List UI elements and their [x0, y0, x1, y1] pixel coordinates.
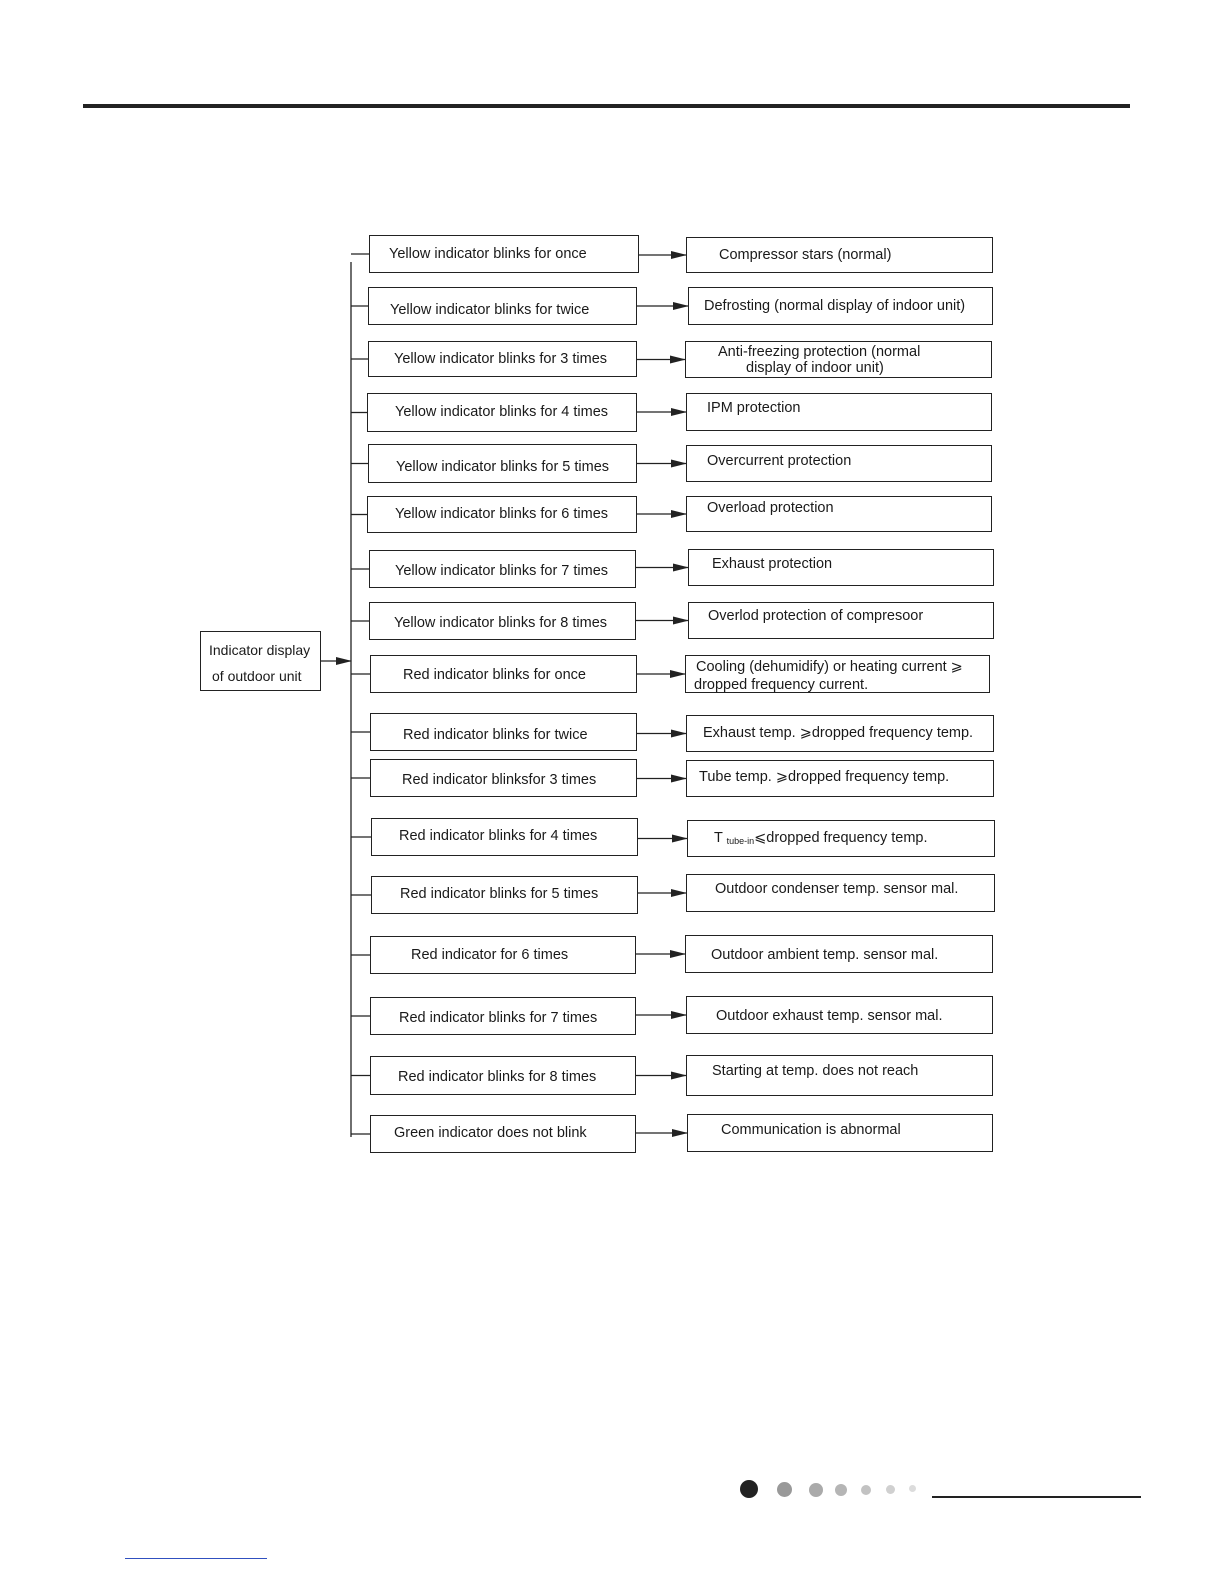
result-box [688, 287, 993, 325]
result-label: Overcurrent protection [707, 453, 852, 469]
condition-label: Yellow indicator blinks for 6 times [395, 506, 609, 522]
result-label: Tube temp. ⩾dropped frequency temp. [699, 769, 950, 785]
result-label: Overlod protection of compresoor [708, 608, 924, 624]
condition-box [369, 550, 636, 588]
condition-label: Red indicator for 6 times [411, 947, 569, 963]
dot-5 [861, 1485, 871, 1495]
result-symbol: T [714, 830, 727, 846]
condition-box [368, 444, 637, 483]
condition-box [370, 936, 636, 974]
result-box [686, 760, 994, 797]
condition-box [370, 1056, 636, 1095]
condition-label: Yellow indicator blinks for 3 times [394, 351, 608, 367]
condition-label: Yellow indicator blinks for 8 times [394, 615, 608, 631]
footer-link-underline [125, 1558, 267, 1559]
result-label: Anti-freezing protection (normal [718, 344, 921, 360]
condition-label: Red indicator blinks for once [403, 667, 586, 683]
result-label: Defrosting (normal display of indoor unit) [704, 298, 966, 314]
result-label-line2: dropped frequency current. [694, 677, 869, 693]
condition-label: Red indicator blinksfor 3 times [402, 772, 597, 788]
result-box [688, 602, 994, 639]
condition-label: Red indicator blinks for 7 times [399, 1010, 598, 1026]
condition-label: Red indicator blinks for twice [403, 727, 588, 743]
dot-2 [777, 1482, 792, 1497]
result-box [686, 393, 992, 431]
result-text: ⩽dropped frequency temp. [754, 830, 928, 846]
result-box [687, 1114, 993, 1152]
dot-7 [909, 1485, 916, 1492]
result-box [686, 1055, 993, 1096]
dot-3 [809, 1483, 823, 1497]
root-label-line1: Indicator display [209, 642, 311, 658]
result-box [686, 445, 992, 482]
condition-label: Yellow indicator blinks for 4 times [395, 404, 609, 420]
condition-box [371, 876, 638, 914]
condition-box [367, 393, 637, 432]
result-label [714, 830, 928, 847]
result-box [685, 341, 992, 378]
result-label: Outdoor ambient temp. sensor mal. [711, 947, 939, 963]
result-box [688, 549, 994, 586]
condition-label: Red indicator blinks for 4 times [399, 828, 598, 844]
condition-label: Red indicator blinks for 5 times [400, 886, 599, 902]
result-box [686, 996, 993, 1034]
condition-box [370, 713, 637, 751]
condition-box [370, 997, 636, 1035]
condition-box [368, 341, 637, 377]
condition-box [370, 655, 637, 693]
condition-label: Yellow indicator blinks for 7 times [395, 563, 609, 579]
root-label-line2: of outdoor unit [212, 668, 302, 684]
condition-box [369, 602, 636, 640]
condition-box [370, 759, 637, 797]
result-label: Overload protection [707, 500, 834, 516]
result-box [686, 715, 994, 752]
result-label: Compressor stars (normal) [719, 247, 892, 263]
result-subscript: tube-in [726, 836, 755, 846]
result-box [685, 935, 993, 973]
result-label: Starting at temp. does not reach [712, 1063, 919, 1079]
dot-1 [740, 1480, 758, 1498]
dot-4 [835, 1484, 847, 1496]
condition-box [369, 235, 639, 273]
result-box [686, 874, 995, 912]
condition-box [368, 287, 637, 325]
result-box [686, 237, 993, 273]
result-label: Outdoor condenser temp. sensor mal. [715, 881, 959, 897]
condition-box [370, 1115, 636, 1153]
result-box [687, 820, 995, 857]
condition-box [367, 496, 637, 533]
condition-box [371, 818, 638, 856]
result-label: Exhaust protection [712, 556, 833, 572]
condition-label: Red indicator blinks for 8 times [398, 1069, 597, 1085]
result-label: IPM protection [707, 400, 801, 416]
footer-rule [932, 1496, 1141, 1498]
result-box [685, 655, 990, 693]
condition-label: Green indicator does not blink [394, 1125, 587, 1141]
condition-label: Yellow indicator blinks for once [389, 246, 587, 262]
result-label: Cooling (dehumidify) or heating current ⩾ [696, 659, 963, 675]
dot-6 [886, 1485, 895, 1494]
result-label: Exhaust temp. ⩾dropped frequency temp. [703, 725, 974, 741]
condition-label: Yellow indicator blinks for twice [390, 302, 590, 318]
result-label: Communication is abnormal [721, 1122, 901, 1138]
condition-label: Yellow indicator blinks for 5 times [396, 459, 610, 475]
result-label-line2: display of indoor unit) [746, 360, 884, 376]
result-box [686, 496, 992, 532]
result-label: Outdoor exhaust temp. sensor mal. [716, 1008, 943, 1024]
